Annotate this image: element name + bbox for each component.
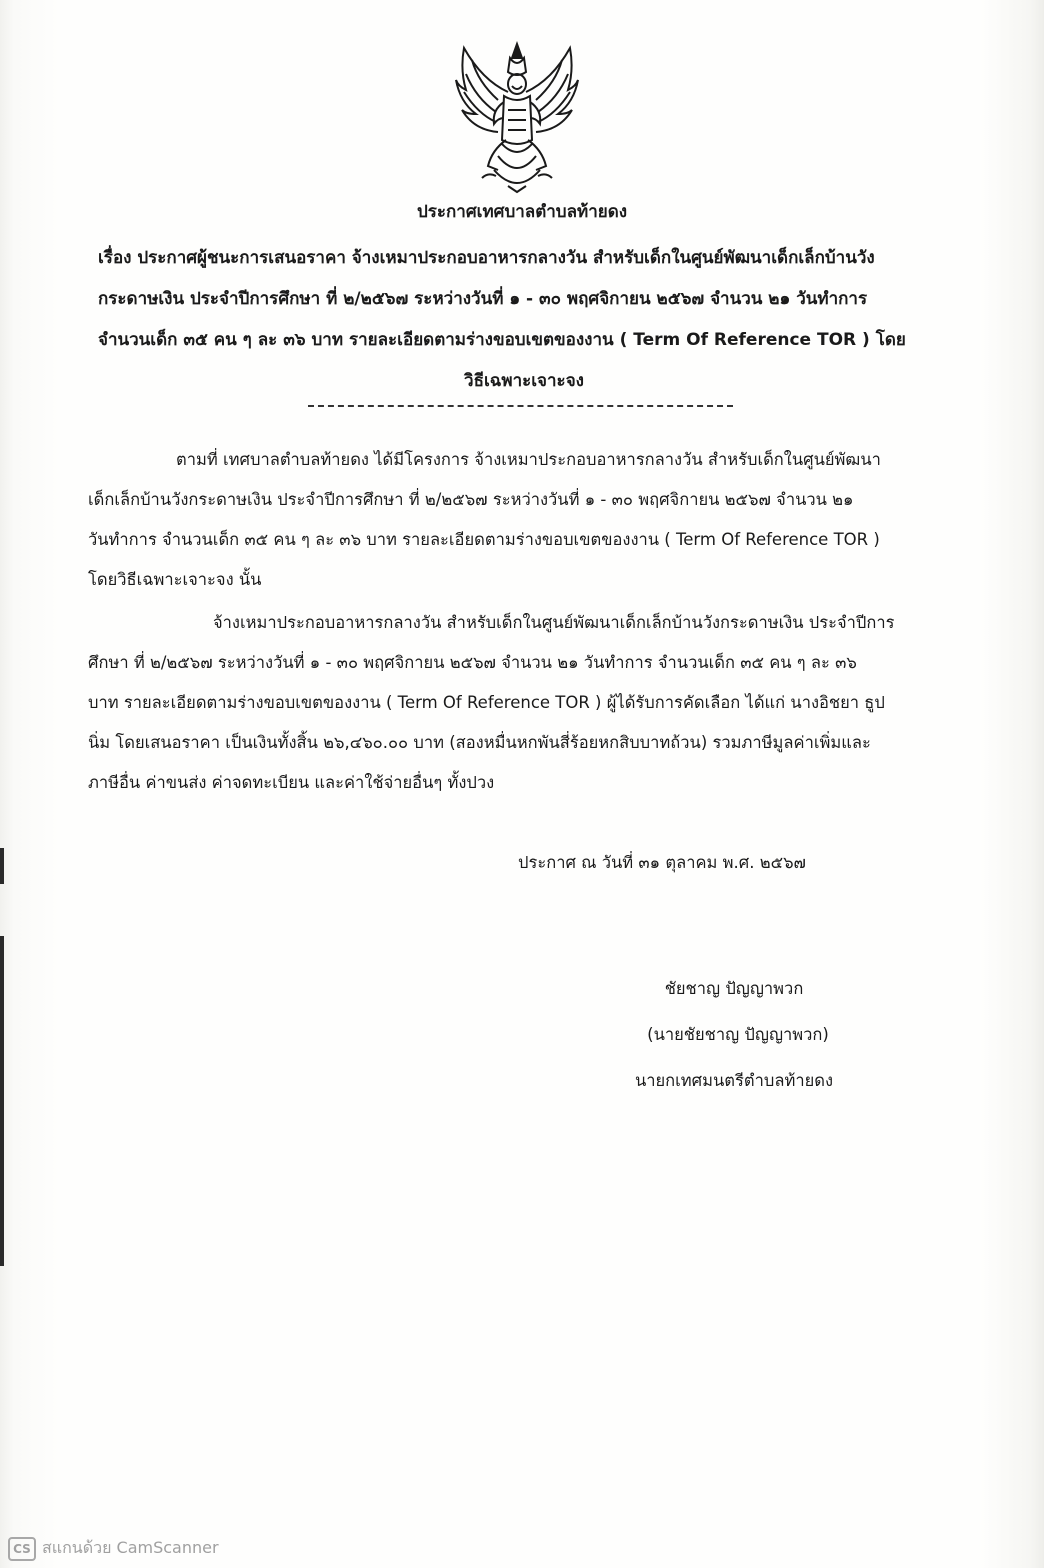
scanner-watermark (8, 1536, 219, 1561)
signatory-printed-name: (นายชัยชาญ ปัญญาพวก) (647, 1025, 829, 1044)
paragraph-line: บาท รายละเอียดตามร่างขอบเขตของงาน ( Term Of Reference TOR ) ผู้ได้รับการคัดเลือก ได้แก่ นางอิชยา ธูป (88, 693, 885, 712)
signatory-position: นายกเทศมนตรีตำบลท้ายดง (634, 1071, 834, 1090)
paragraph-line: เด็กเล็กบ้านวังกระดาษเงิน ประจำปีการศึกษา ที่ ๒/๒๕๖๗ ระหว่างวันที่ ๑ - ๓๐ พฤศจิกายน ๒๕๖๗ จำนวน ๒๑ (88, 490, 854, 509)
paragraph-line: ตามที่ เทศบาลตำบลท้ายดง ได้มีโครงการ จ้างเหมาประกอบอาหารกลางวัน สำหรับเด็กในศูนย์พัฒนา (176, 450, 881, 469)
scan-edge-mark (0, 936, 4, 1266)
paragraph-line: ศึกษา ที่ ๒/๒๕๖๗ ระหว่างวันที่ ๑ - ๓๐ พฤศจิกายน ๒๕๖๗ จำนวน ๒๑ วันทำการ จำนวนเด็ก ๓๕ คน ๆ ละ ๓๖ (88, 653, 857, 672)
scan-edge-mark (0, 848, 4, 884)
subject-line: จำนวนเด็ก ๓๕ คน ๆ ละ ๓๖ บาท รายละเอียดตามร่างขอบเขตของงาน ( Term Of Reference TOR ) โดย (98, 330, 906, 350)
paragraph-announcement (88, 440, 950, 600)
subject-block (98, 238, 950, 402)
scanner-watermark-text: สแกนด้วย CamScanner (42, 1538, 219, 1557)
signature-name: ชัยชาญ ปัญญาพวก (664, 979, 804, 998)
paragraph-line: ภาษีอื่น ค่าขนส่ง ค่าจดทะเบียน และค่าใช้จ่ายอื่นๆ ทั้งปวง (88, 773, 495, 792)
announcement-title: ประกาศเทศบาลตำบลท้ายดง (416, 202, 628, 222)
announcement-date: ประกาศ ณ วันที่ ๓๑ ตุลาคม พ.ศ. ๒๕๖๗ (518, 853, 806, 872)
paragraph-line: นิ่ม โดยเสนอราคา เป็นเงินทั้งสิ้น ๒๖,๔๖๐.๐๐ บาท (สองหมื่นหกพันสี่ร้อยหกสิบบาทถ้วน) รวมภาษีมูลค่าเพิ่มและ (88, 733, 871, 752)
paragraph-line: โดยวิธีเฉพาะเจาะจง นั้น (88, 570, 262, 589)
camscanner-icon: CS (8, 1537, 36, 1561)
section-divider (308, 405, 733, 407)
garuda-emblem-icon (452, 40, 582, 195)
subject-line: วิธีเฉพาะเจาะจง (464, 371, 584, 391)
subject-line: กระดาษเงิน ประจำปีการศึกษา ที่ ๒/๒๕๖๗ ระหว่างวันที่ ๑ - ๓๐ พฤศจิกายน ๒๕๖๗ จำนวน ๒๑ วันทำการ (98, 289, 868, 309)
subject-line: เรื่อง ประกาศผู้ชนะการเสนอราคา จ้างเหมาประกอบอาหารกลางวัน สำหรับเด็กในศูนย์พัฒนาเด็กเล็กบ้านวัง (98, 248, 875, 268)
paragraph-winner (88, 603, 950, 803)
paragraph-line: จ้างเหมาประกอบอาหารกลางวัน สำหรับเด็กในศูนย์พัฒนาเด็กเล็กบ้านวังกระดาษเงิน ประจำปีการ (213, 613, 895, 632)
paragraph-line: วันทำการ จำนวนเด็ก ๓๕ คน ๆ ละ ๓๖ บาท รายละเอียดตามร่างขอบเขตของงาน ( Term Of Reference TOR ) (88, 530, 880, 549)
